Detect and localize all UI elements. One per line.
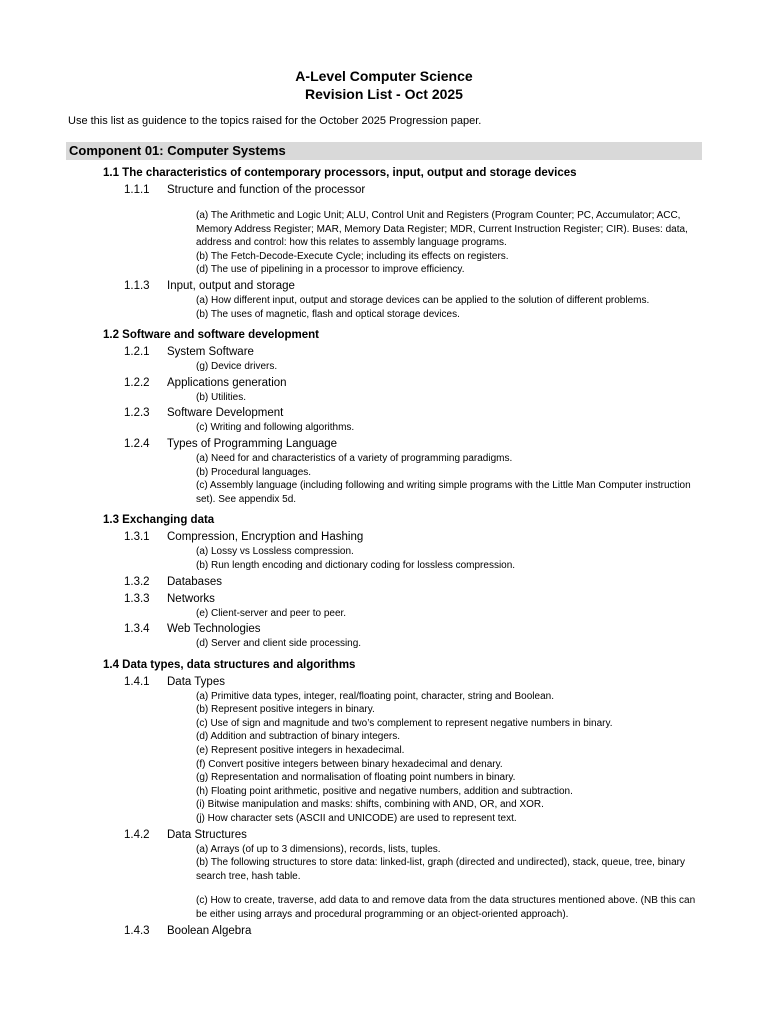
topic-title: Boolean Algebra — [167, 924, 252, 937]
topic — [0, 183, 768, 277]
topic-items — [196, 421, 702, 435]
topic-title: Structure and function of the processor — [167, 184, 366, 196]
topic-item: (a) How different input, output and storage devices can be applied to the solution of different problems. — [196, 294, 650, 306]
section-title: 1.4 Data types, data structures and algorithms — [103, 658, 356, 671]
topic-item: (g) Device drivers. — [196, 361, 278, 373]
topic-number: 1.4.3 — [124, 924, 150, 937]
topic-items — [196, 637, 702, 651]
topic-item: (b) The Fetch-Decode-Execute Cycle; including its effects on registers. — [196, 250, 509, 262]
topic-number: 1.2.1 — [124, 346, 150, 359]
topic-items — [196, 545, 702, 572]
topic — [0, 592, 768, 621]
topic-number: 1.3.3 — [124, 592, 150, 605]
topic-title: Databases — [167, 575, 222, 588]
topic-item: (a) Primitive data types, integer, real/floating point, character, string and Boolean. — [196, 690, 554, 702]
component-header — [66, 142, 702, 160]
topic-item: (a) Need for and characteristics of a variety of programming paradigms. — [196, 452, 513, 464]
topic-title: Networks — [167, 592, 215, 605]
topic-item: (b) The uses of magnetic, flash and optical storage devices. — [196, 308, 460, 320]
topic-item: (f) Convert positive integers between binary hexadecimal and denary. — [196, 758, 503, 770]
topic-item: (g) Representation and normalisation of floating point numbers in binary. — [196, 772, 516, 784]
topic-heading — [0, 345, 768, 360]
topic-heading — [0, 675, 768, 690]
topic — [0, 345, 768, 374]
topic-number: 1.4.2 — [124, 828, 150, 841]
topic-item: (a) The Arithmetic and Logic Unit; ALU, Control Unit and Registers (Program Counter; PC, Accumulator; ACC, Memory Address Register; MAR, Memory Data Register; MDR, Current Instruction Register; CIR). Buses: data, address and control: how this relates to assembly language programs. — [196, 210, 688, 249]
topic-heading — [0, 530, 768, 545]
topic-title: Input, output and storage — [167, 279, 295, 292]
topic — [0, 828, 768, 922]
topic-item: (a) Arrays (of up to 3 dimensions), records, lists, tuples. — [196, 843, 441, 855]
topic-item: (b) Run length encoding and dictionary coding for lossless compression. — [196, 559, 516, 571]
topic-title: Compression, Encryption and Hashing — [167, 531, 364, 544]
topic — [0, 437, 768, 506]
section — [0, 658, 768, 941]
topic-item: (e) Represent positive integers in hexadecimal. — [196, 745, 405, 757]
topic-number: 1.1.1 — [124, 184, 150, 196]
topic-number: 1.3.4 — [124, 623, 150, 636]
topic-number: 1.2.2 — [124, 376, 150, 389]
topic-number: 1.2.3 — [124, 407, 150, 420]
component-title: Component 01: Computer Systems — [69, 143, 286, 158]
topic — [0, 575, 768, 590]
topic-number: 1.3.1 — [124, 531, 150, 544]
topic — [0, 279, 768, 321]
topic-item: (j) How character sets (ASCII and UNICODE) are used to represent text. — [196, 813, 517, 825]
section-title: 1.1 The characteristics of contemporary processors, input, output and storage devices — [103, 167, 577, 179]
topic-number: 1.2.4 — [124, 437, 150, 450]
topic-item: (h) Floating point arithmetic, positive and negative numbers, addition and subtraction. — [196, 785, 573, 797]
topic — [0, 675, 768, 826]
section — [0, 513, 768, 652]
topic-heading — [0, 622, 768, 637]
topic-item: (b) Utilities. — [196, 391, 247, 403]
topic-item: (d) The use of pipelining in a processor to improve efficiency. — [196, 264, 465, 276]
topic-list — [0, 166, 768, 946]
topic — [0, 622, 768, 651]
topic-heading — [0, 575, 768, 590]
section — [0, 166, 768, 323]
topic-item: (a) Lossy vs Lossless compression. — [196, 546, 354, 558]
topic — [0, 376, 768, 405]
topic-heading — [0, 183, 768, 198]
topic-item: (e) Client-server and peer to peer. — [196, 607, 347, 619]
document-subtitle: Revision List - Oct 2025 — [305, 86, 463, 102]
topic-heading — [0, 924, 768, 939]
topic-items — [196, 198, 702, 277]
topic-heading — [0, 376, 768, 391]
document-title: A-Level Computer Science — [295, 68, 473, 84]
topic-item: (c) How to create, traverse, add data to and remove data from the data structures mentioned above. (NB this can be either using arrays and procedural programming or an object-oriented approach). — [196, 895, 696, 920]
topic-heading — [0, 437, 768, 452]
topic-number: 1.3.2 — [124, 575, 150, 588]
section-title: 1.3 Exchanging data — [103, 514, 215, 527]
topic-item: (d) Addition and subtraction of binary integers. — [196, 731, 401, 743]
topic — [0, 406, 768, 435]
topic-item: (i) Bitwise manipulation and masks: shifts, combining with AND, OR, and XOR. — [196, 799, 544, 811]
topic-title: Data Structures — [167, 828, 247, 841]
topic — [0, 924, 768, 939]
topic-items — [196, 452, 702, 506]
topic-items — [196, 843, 702, 922]
topic-items — [196, 607, 702, 621]
intro-text: Use this list as guidence to the topics raised for the October 2025 Progression paper. — [68, 115, 482, 127]
topic-title: System Software — [167, 346, 254, 359]
topic-title: Types of Programming Language — [167, 437, 338, 450]
topic-title: Applications generation — [167, 376, 287, 389]
topic — [0, 530, 768, 572]
topic-item: (d) Server and client side processing. — [196, 638, 362, 650]
topic-number: 1.1.3 — [124, 279, 150, 292]
topic-item: (c) Assembly language (including following and writing simple programs with the Little Man Computer instruction set). See appendix 5d. — [196, 480, 691, 505]
topic-items — [196, 360, 702, 374]
topic-item: (b) The following structures to store data: linked-list, graph (directed and undirected), stack, queue, tree, binary search tree, hash table. — [196, 857, 685, 882]
topic-item: (c) Writing and following algorithms. — [196, 422, 355, 434]
topic-heading — [0, 828, 768, 843]
topic-title: Web Technologies — [167, 623, 261, 636]
topic-heading — [0, 406, 768, 421]
topic-item: (c) Use of sign and magnitude and two’s complement to represent negative numbers in binary. — [196, 717, 613, 729]
topic-item: (b) Represent positive integers in binary. — [196, 704, 375, 716]
topic-number: 1.4.1 — [124, 675, 150, 688]
topic-item: (b) Procedural languages. — [196, 466, 312, 478]
topic-items — [196, 294, 702, 321]
topic-heading — [0, 279, 768, 294]
section — [0, 328, 768, 508]
topic-title: Software Development — [167, 407, 284, 420]
topic-items — [196, 690, 702, 826]
topic-heading — [0, 592, 768, 607]
topic-items — [196, 391, 702, 405]
section-title: 1.2 Software and software development — [103, 329, 320, 342]
topic-title: Data Types — [167, 675, 225, 688]
